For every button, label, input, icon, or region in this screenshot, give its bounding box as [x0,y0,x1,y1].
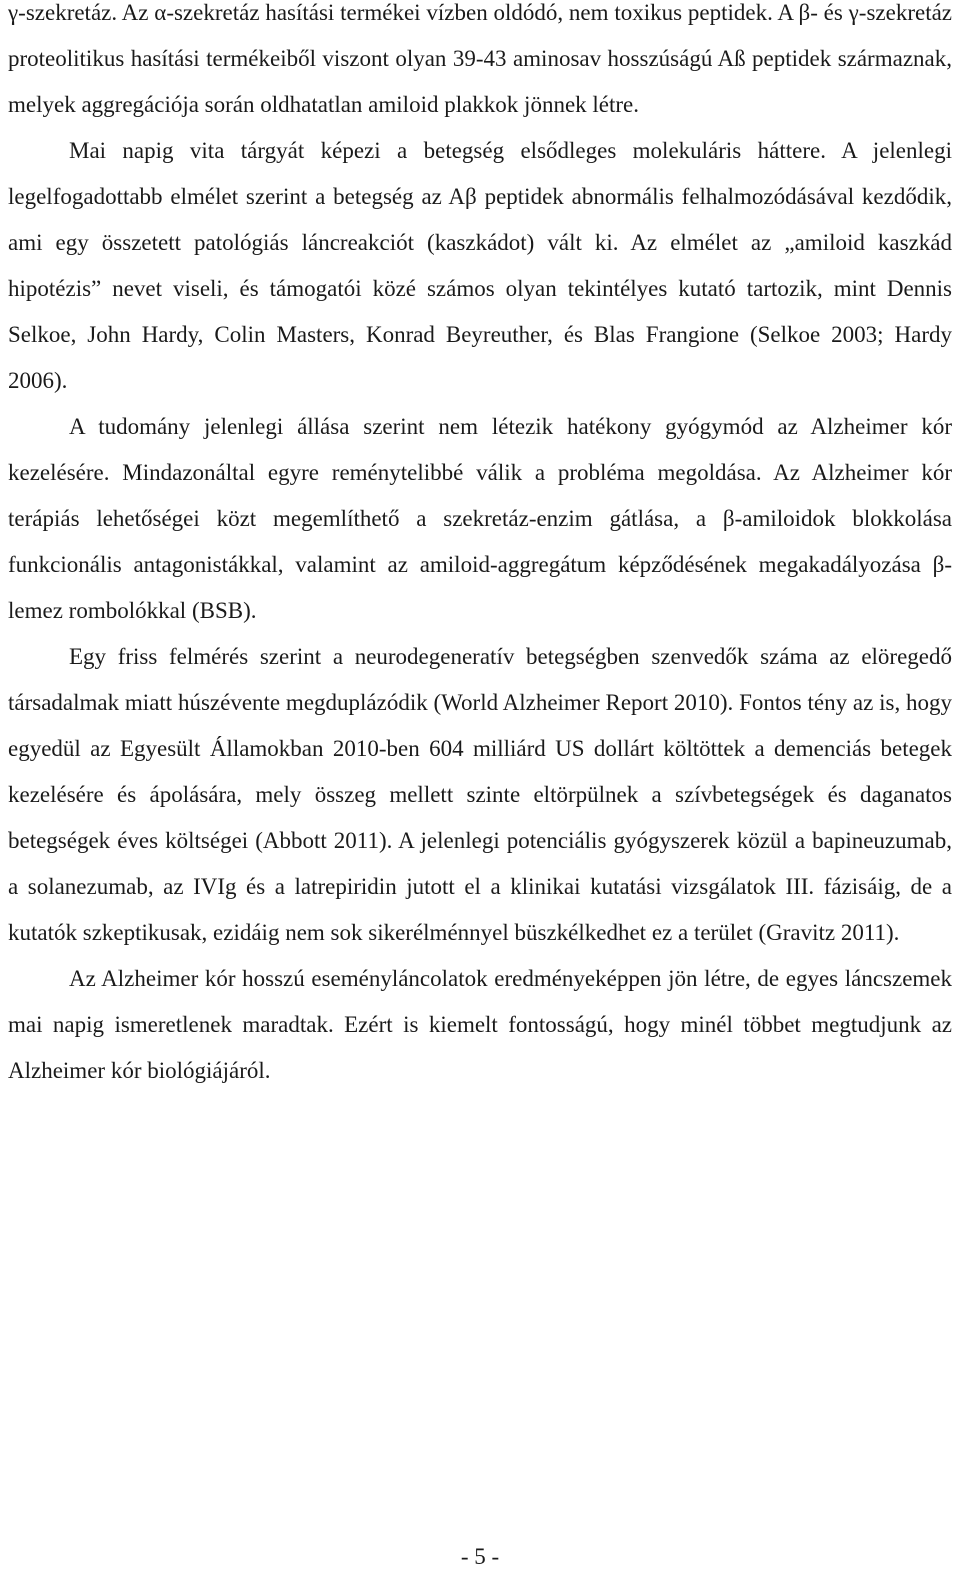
document-page [8,0,952,1094]
page-number: - 5 - [460,1544,500,1569]
paragraph-secretase-fragment: γ-szekretáz. Az α-szekretáz hasítási termékei vízben oldódó, nem toxikus peptidek. A β- és γ-szekretáz proteolitikus hasítási termékeiből viszont olyan 39-43 aminosav hosszúságú Aß peptidek származnak, melyek aggregációja során oldhatatlan amiloid plakkok jönnek létre. [8,0,952,117]
paragraph-conclusion: Az Alzheimer kór hosszú eseményláncolatok eredményeképpen jön létre, de egyes láncszemek mai napig ismeretlenek maradtak. Ezért is kiemelt fontosságú, hogy minél többet megtudjunk az Alzheimer kór biológiájáról. [8,966,952,1083]
paragraph-therapy-options: A tudomány jelenlegi állása szerint nem létezik hatékony gyógymód az Alzheimer kór kezelésére. Mindazonáltal egyre reménytelibbé válik a probléma megoldása. Az Alzheimer kór terápiás lehetőségei közt megemlíthető a szekretáz-enzim gátlása, a β-amiloidok blokkolása funkcionális antagonistákkal, valamint az amiloid-aggregátum képződésének megakadályozása β-lemez rombolókkal (BSB). [8,414,952,623]
paragraph-epidemiology-costs: Egy friss felmérés szerint a neurodegeneratív betegségben szenvedők száma az elöregedő társadalmak miatt húszévente megduplázódik (World Alzheimer Report 2010). Fontos tény az is, hogy egyedül az Egyesült Államokban 2010-ben 604 milliárd US dollárt költöttek a demenciás betegek kezelésére és ápolására, mely összeg mellett szinte eltörpülnek a szívbetegségek és daganatos betegségek éves költségei (Abbott 2011). A jelenlegi potenciális gyógyszerek közül a bapineuzumab, a solanezumab, az IVIg és a latrepiridin jutott el a klinikai kutatási vizsgálatok III. fázisáig, de a kutatók szkeptikusak, ezidáig nem sok sikerélménnyel büszkélkedhet ez a terület (Gravitz 2011). [8,644,952,945]
paragraph-amyloid-cascade: Mai napig vita tárgyát képezi a betegség elsődleges molekuláris háttere. A jelenlegi legelfogadottabb elmélet szerint a betegség az Aβ peptidek abnormális felhalmozódásával kezdődik, ami egy összetett patológiás láncreakciót (kaszkádot) vált ki. Az elmélet az „amiloid kaszkád hipotézis” nevet viseli, és támogatói közé számos olyan tekintélyes kutató tartozik, mint Dennis Selkoe, John Hardy, Colin Masters, Konrad Beyreuther, és Blas Frangione (Selkoe 2003; Hardy 2006). [8,138,952,393]
